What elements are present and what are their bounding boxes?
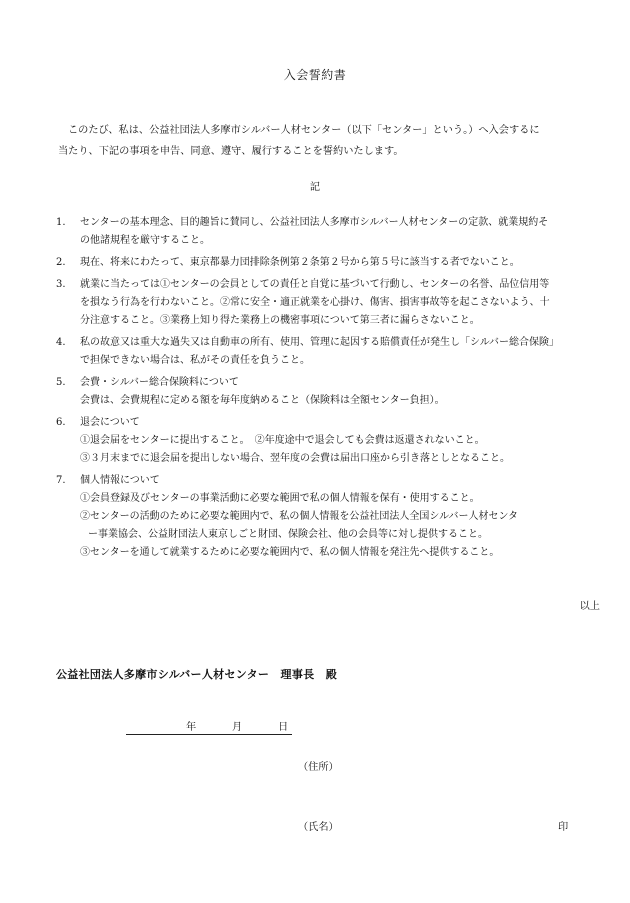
ki-heading: 記	[309, 182, 321, 193]
item-line: ②センターの活動のために必要な範囲内で、私の個人情報を公益社団法人全国シルバー人材センタ	[80, 511, 519, 522]
item-line: センターの基本理念、目的趣旨に賛同し、公益社団法人多摩市シルバー人材センターの定款、就業規約そ	[80, 217, 549, 228]
date-month-label: 月	[232, 722, 243, 733]
pledge-item-6	[56, 414, 602, 468]
addressee: 公益社団法人多摩市シルバー人材センター 理事長 殿	[56, 668, 338, 681]
document-title: 入会誓約書	[283, 68, 347, 82]
item-number: 6.	[56, 417, 66, 428]
pledge-item-2	[56, 254, 602, 272]
intro-line-1: このたび、私は、公益社団法人多摩市シルバー人材センター（以下「センター」という。）へ入会するに	[68, 125, 540, 136]
item-line: ③センターを通して就業するために必要な範囲内で、私の個人情報を発注先へ提供すること。	[80, 547, 500, 558]
item-line: 分注意すること。③業務上知り得た業務上の機密事項について第三者に漏らさないこと。	[80, 315, 480, 326]
item-number: 3.	[56, 279, 66, 290]
closing-ijou: 以上	[579, 601, 600, 612]
item-number: 2.	[56, 257, 66, 268]
pledge-items	[56, 214, 602, 562]
item-line: 現在、将来にわたって、東京都暴力団排除条例第２条第２号から第５号に該当する者でないこと。	[80, 257, 520, 268]
item-line: 退会について	[80, 417, 140, 428]
item-line: 就業に当たっては①センターの会員としての責任と自覚に基づいて行動し、センターの名誉、品位信用等	[80, 279, 550, 290]
item-line: ①退会届をセンターに提出すること。 ②年度途中で退会しても会費は返還されないこと。	[80, 435, 485, 446]
date-line[interactable]	[126, 718, 292, 735]
item-number: 7.	[56, 475, 66, 486]
name-label: （氏名）	[298, 822, 339, 833]
pledge-item-4	[56, 334, 602, 370]
intro-line-2: 当たり、下記の事項を申告、同意、遵守、履行することを誓約いたします。	[58, 146, 404, 157]
item-line: で担保できない場合は、私がその責任を負うこと。	[80, 355, 310, 366]
date-year-label: 年	[186, 722, 197, 733]
pledge-item-7	[56, 472, 602, 562]
pledge-item-1	[56, 214, 602, 250]
item-line: 会費・シルバー総合保険料について	[80, 377, 239, 388]
item-number: 1.	[56, 217, 66, 228]
item-line: 会費は、会費規程に定める額を毎年度納めること（保険料は全額センター負担）。	[80, 395, 445, 406]
pledge-item-3	[56, 276, 602, 330]
item-number: 4.	[56, 337, 66, 348]
item-line: ③３月末までに退会届を提出しない場合、翌年度の会費は届出口座から引き落としとなること。	[80, 453, 510, 464]
address-label: （住所）	[298, 762, 339, 773]
item-line: 個人情報について	[80, 475, 160, 486]
item-line: 私の故意又は重大な過失又は自動車の所有、使用、管理に起因する賠償責任が発生し「シルバー総合保険」	[80, 337, 560, 348]
date-day-label: 日	[278, 722, 289, 733]
item-line: ー事業協会、公益財団法人東京しごと財団、保険会社、他の会員等に対し提供すること。	[88, 529, 488, 540]
item-number: 5.	[56, 377, 66, 388]
item-line: の他諸規程を厳守すること。	[80, 235, 210, 246]
seal-mark: 印	[558, 822, 569, 833]
intro-paragraph	[58, 120, 598, 162]
item-line: を損なう行為を行わないこと。②常に安全・適正就業を心掛け、傷害、損害事故等を起こさないよう、十	[80, 297, 550, 308]
item-line: ①会員登録及びセンターの事業活動に必要な範囲で私の個人情報を保有・使用すること。	[80, 493, 480, 504]
pledge-item-5	[56, 374, 602, 410]
